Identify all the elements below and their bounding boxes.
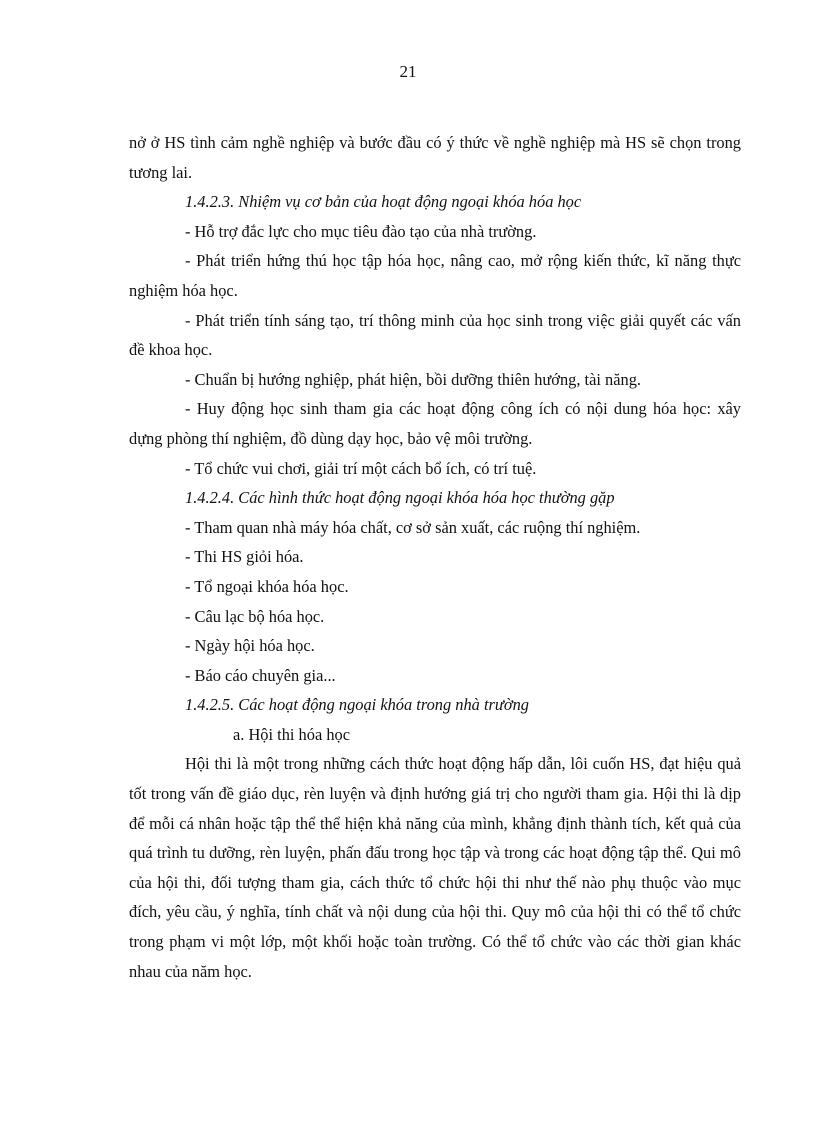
- list-item: - Tham quan nhà máy hóa chất, cơ sở sản xuất, các ruộng thí nghiệm.: [185, 517, 641, 537]
- list-item: - Phát triển tính sáng tạo, trí thông minh của học sinh trong việc giải quyết các vấn đề khoa học.: [129, 310, 741, 360]
- section-heading-1-4-2-5: 1.4.2.5. Các hoạt động ngoại khóa trong nhà trường: [185, 695, 529, 715]
- body-paragraph: Hội thi là một trong những cách thức hoạt động hấp dẫn, lôi cuốn HS, đạt hiệu quả tốt trong vấn đề giáo dục, rèn luyện và định hướng giá trị cho người tham gia. Hội thi là dịp để mỗi cá nhân hoặc tập thể thể hiện khả năng của mình, khẳng định thành tích, kết quả của quá trình tu dưỡng, rèn luyện, phấn đấu trong học tập và trong các hoạt động tập thể. Qui mô của hội thi, đối tượng tham gia, cách thức tổ chức hội thi như thế nào phụ thuộc vào mục đích, yêu cầu, ý nghĩa, tính chất và nội dung của hội thi. Quy mô của hội thi có thể tổ chức trong phạm vi một lớp, một khối hoặc toàn trường. Có thể tổ chức vào các thời gian khác nhau của năm học.: [129, 754, 741, 981]
- list-item: - Tổ ngoại khóa hóa học.: [185, 576, 349, 596]
- list-item: - Tổ chức vui chơi, giải trí một cách bổ ích, có trí tuệ.: [185, 458, 537, 478]
- list-item: - Báo cáo chuyên gia...: [185, 665, 336, 685]
- section-heading-1-4-2-4: 1.4.2.4. Các hình thức hoạt động ngoại khóa hóa học thường gặp: [185, 488, 615, 508]
- list-item: - Thi HS giỏi hóa.: [185, 547, 304, 567]
- page-body: [129, 128, 741, 986]
- page-number: 21: [399, 62, 417, 81]
- list-item: - Ngày hội hóa học.: [185, 636, 315, 656]
- subsection-heading: a. Hội thi hóa học: [233, 724, 350, 744]
- list-item: - Phát triển hứng thú học tập hóa học, nâng cao, mở rộng kiến thức, kĩ năng thực nghiệm hóa học.: [129, 251, 741, 300]
- list-item: - Chuẩn bị hướng nghiệp, phát hiện, bồi dưỡng thiên hướng, tài năng.: [185, 369, 641, 389]
- list-item: - Hỗ trợ đắc lực cho mục tiêu đào tạo của nhà trường.: [185, 221, 537, 241]
- list-item: - Huy động học sinh tham gia các hoạt động công ích có nội dung hóa học: xây dựng phòng thí nghiệm, đồ dùng dạy học, bảo vệ môi trường.: [129, 399, 741, 448]
- section-heading-1-4-2-3: 1.4.2.3. Nhiệm vụ cơ bản của hoạt động ngoại khóa hóa học: [185, 192, 582, 212]
- list-item: - Câu lạc bộ hóa học.: [185, 606, 325, 626]
- paragraph-continuation: nở ở HS tình cảm nghề nghiệp và bước đầu có ý thức về nghề nghiệp mà HS sẽ chọn trong tương lai.: [129, 133, 741, 182]
